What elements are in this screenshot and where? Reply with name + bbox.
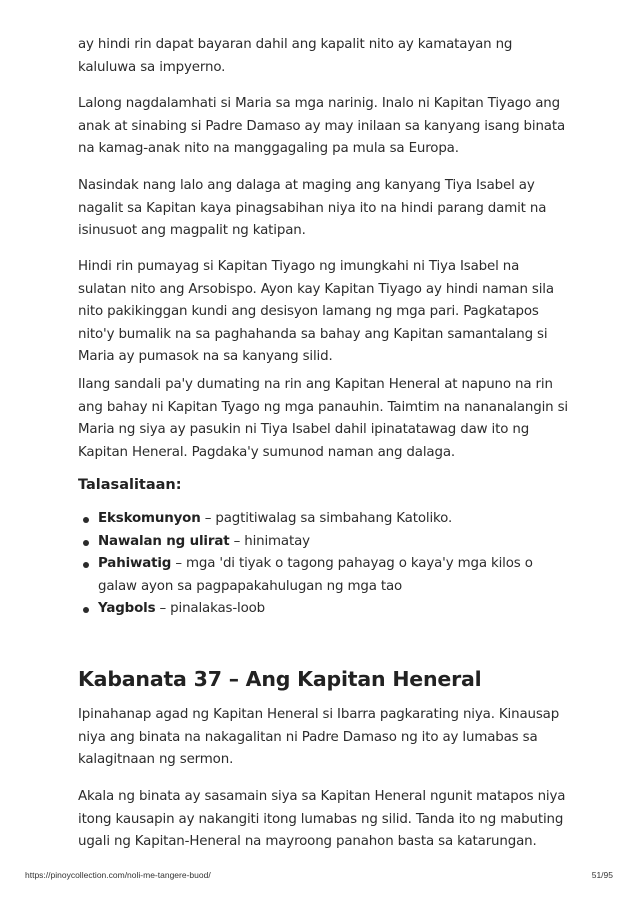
glossary-item: [98, 508, 568, 531]
chapter-heading: Kabanata 37 – Ang Kapitan Heneral: [78, 667, 482, 691]
glossary-term: Ekskomunyon: [98, 511, 201, 526]
glossary-term: Pahiwatig: [98, 556, 172, 571]
paragraph: Ilang sandali pa'y dumating na rin ang Kapitan Heneral at napuno na rin ang bahay ni Kapitan Tyago ng mga panauhin. Taimtim na nananalangin si Maria ng siya ay pasukin ni Tiya Isabel dahil ipinatatawag daw ito ng Kapitan Heneral. Pagdaka'y sumunod naman ang dalaga.: [78, 377, 568, 460]
bullet-icon: [83, 540, 89, 546]
bullet-icon: [83, 607, 89, 613]
paragraph: Lalong nagdalamhati si Maria sa mga narinig. Inalo ni Kapitan Tiyago ang anak at sinabing si Padre Damaso ay may inilaan sa kanyang isang binata na kamag-anak nito na manggagaling pa mula sa Europa.: [78, 96, 566, 156]
glossary-item: [98, 598, 568, 621]
glossary-term: Yagbols: [98, 601, 156, 616]
paragraph: Akala ng binata ay sasamain siya sa Kapitan Heneral ngunit matapos niya itong kausapin ay nakangiti itong lumabas ng silid. Tanda ito ng mabuting ugali ng Kapitan-Heneral na mayroong panahon basta sa katarungan.: [78, 789, 566, 849]
glossary-definition: – pinalakas-loob: [155, 601, 266, 616]
paragraph: Nasindak nang lalo ang dalaga at maging ang kanyang Tiya Isabel ay nagalit sa Kapitan kaya pinagsabihan niya ito na hindi parang damit na isinusuot ang magpalit ng katipan.: [78, 178, 547, 238]
glossary-item: [98, 531, 568, 554]
glossary-term: Nawalan ng ulirat: [98, 533, 230, 549]
footer-url: https://pinoycollection.com/noli-me-tangere-buod/: [25, 870, 211, 880]
paragraph: Hindi rin pumayag si Kapitan Tiyago ng imungkahi ni Tiya Isabel na sulatan nito ang Arsobispo. Ayon kay Kapitan Tiyago ay hindi naman sila nito pakikinggan kundi ang desisyon lamang ng mga pari. Pagkatapos nito'y bumalik na sa paghahanda sa bahay ang Kapitan samantalang si Maria ay pumasok na sa kanyang silid.: [78, 259, 554, 364]
bullet-icon: [83, 517, 89, 523]
page-number: 51/95: [591, 870, 613, 880]
glossary-list: [78, 508, 568, 621]
paragraph: Ipinahanap agad ng Kapitan Heneral si Ibarra pagkarating niya. Kinausap niya ang binata na nakagalitan ni Padre Damaso ng ito ay lumabas sa kalagitnaan ng sermon.: [78, 707, 560, 767]
glossary-item: [98, 553, 568, 598]
bullet-icon: [83, 562, 89, 568]
paragraph: ay hindi rin dapat bayaran dahil ang kapalit nito ay kamatayan ng kaluluwa sa impyerno.: [78, 37, 513, 75]
glossary-heading: Talasalitaan:: [78, 477, 182, 493]
glossary-definition: – pagtitiwalag sa simbahang Katoliko.: [200, 511, 453, 526]
glossary-definition: – mga 'di tiyak o tagong pahayag o kaya'y mga kilos o galaw ayon sa pagpapakahulugan ng mga tao: [98, 556, 533, 594]
glossary-definition: – hinimatay: [229, 533, 310, 549]
